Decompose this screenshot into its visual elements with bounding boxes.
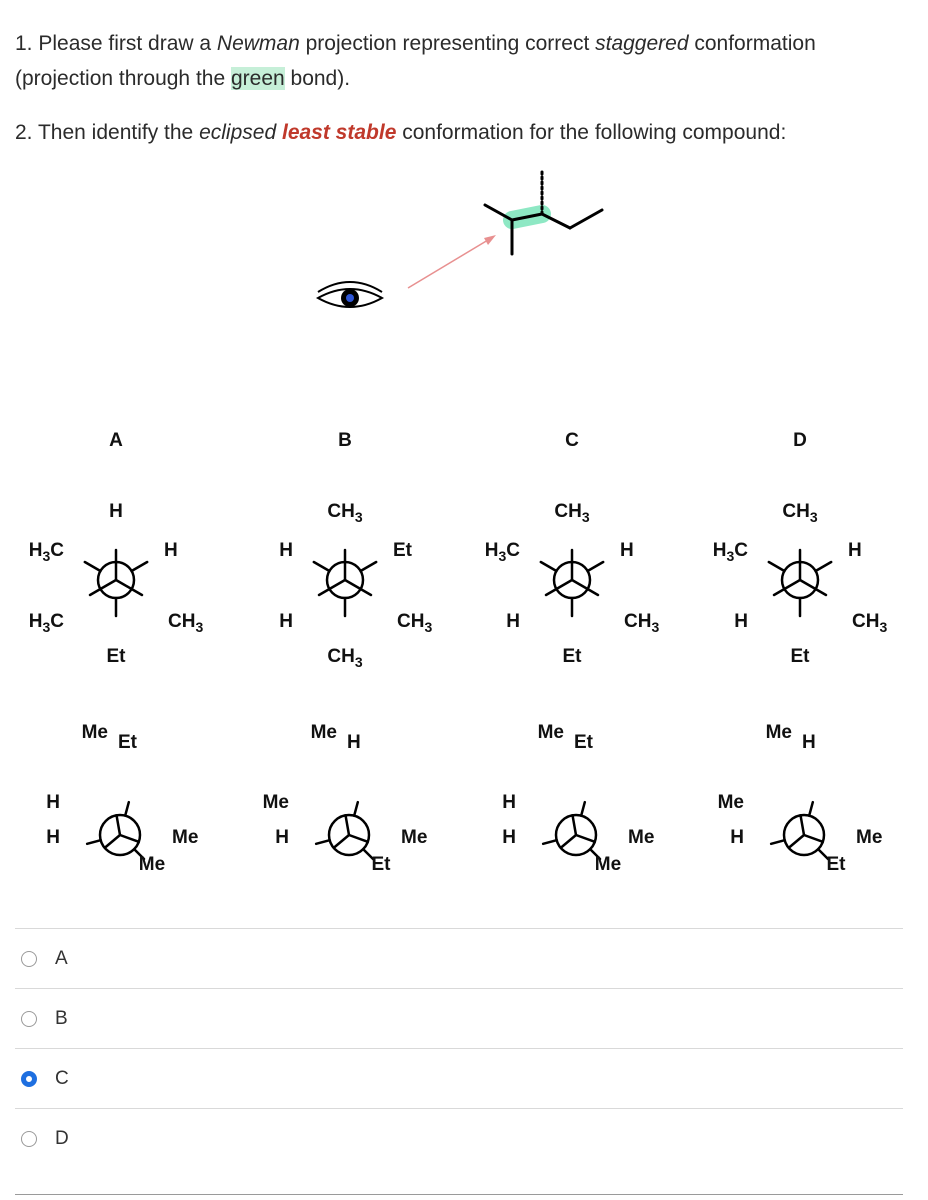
projection-arrow xyxy=(408,235,496,288)
substituent-top-left: Me xyxy=(765,722,792,743)
back-bond xyxy=(543,840,557,844)
back-bond xyxy=(541,562,557,571)
back-bond xyxy=(87,840,101,844)
option-letter-b: B xyxy=(338,430,352,451)
substituent-top-left: Me xyxy=(537,722,564,743)
question-text: (projection through the xyxy=(15,67,231,90)
option-A-group xyxy=(29,430,204,875)
front-bond xyxy=(774,589,784,595)
bond xyxy=(570,210,602,228)
substituent-bottom: $CH_3$ xyxy=(327,646,363,670)
answer-label: D xyxy=(55,1127,69,1149)
back-bond xyxy=(354,802,358,816)
substituent-left-upper: Me xyxy=(262,792,289,813)
back-bond xyxy=(314,562,330,571)
skeletal-structure xyxy=(485,170,602,254)
front-bond xyxy=(588,589,598,595)
front-bond xyxy=(361,589,371,595)
substituent-lower-right: $CH_3$ xyxy=(624,611,660,635)
substituent-upper-right: Et xyxy=(393,540,412,561)
substituent-right-lower: Me xyxy=(172,827,199,848)
back-bond xyxy=(816,562,832,571)
substituent-left-upper: Me xyxy=(717,792,744,813)
substituent-upper-left: $H_3C$ xyxy=(484,540,520,564)
question-text: projection representing correct xyxy=(299,32,596,55)
answer-option-a[interactable] xyxy=(15,928,903,988)
substituent-bottom: Et xyxy=(826,854,846,875)
substituent-upper-left: H xyxy=(279,540,293,561)
answer-label: A xyxy=(55,947,68,969)
front-bond xyxy=(90,589,100,595)
substituent-upper-right: H xyxy=(620,540,634,561)
back-bond xyxy=(771,840,785,844)
back-bond xyxy=(132,562,148,571)
back-bond xyxy=(769,562,785,571)
eye-icon xyxy=(318,282,382,307)
question-text: bond). xyxy=(284,67,351,90)
substituent-top-right: H xyxy=(802,732,816,753)
answer-choices xyxy=(15,928,903,1168)
radio-button[interactable] xyxy=(21,1011,37,1027)
back-bond xyxy=(809,802,813,816)
back-bond xyxy=(316,840,330,844)
question-text: conformation xyxy=(688,32,816,55)
substituent-top: $CH_3$ xyxy=(327,501,363,525)
substituent-lower-right: $CH_3$ xyxy=(397,611,433,635)
substituent-lower-left: H xyxy=(506,611,520,632)
answer-option-c[interactable] xyxy=(15,1048,903,1108)
option-letter-a: A xyxy=(109,430,123,451)
substituent-right-lower: Me xyxy=(628,827,655,848)
substituent-right-lower: Me xyxy=(401,827,428,848)
answer-option-b[interactable] xyxy=(15,988,903,1048)
substituent-lower-left: H xyxy=(279,611,293,632)
radio-button[interactable] xyxy=(21,1131,37,1147)
answer-label: B xyxy=(55,1007,68,1029)
substituent-top: $CH_3$ xyxy=(554,501,590,525)
answer-label: C xyxy=(55,1067,69,1089)
option-C-group xyxy=(485,430,660,875)
substituent-upper-right: H xyxy=(164,540,178,561)
radio-button-selected[interactable] xyxy=(21,1071,37,1087)
substituent-lower-right: $CH_3$ xyxy=(168,611,204,635)
substituent-bottom: Me xyxy=(594,854,622,875)
divider xyxy=(15,1194,903,1195)
substituent-bottom: Me xyxy=(138,854,166,875)
substituent-upper-left: $H_3C$ xyxy=(712,540,748,564)
substituent-right-lower: Me xyxy=(856,827,883,848)
back-bond xyxy=(125,802,129,816)
substituent-lower-right: $CH_3$ xyxy=(852,611,888,635)
substituent-lower-left: H xyxy=(734,611,748,632)
substituent-top-left: Me xyxy=(310,722,337,743)
option-letter-c: C xyxy=(565,430,579,451)
substituent-top-right: H xyxy=(347,732,361,753)
substituent-bottom: Et xyxy=(371,854,391,875)
question-text: 1. Please first draw a xyxy=(15,32,217,55)
compound-figure xyxy=(0,0,928,340)
substituent-top: H xyxy=(109,501,123,522)
substituent-left-upper: H xyxy=(46,792,60,813)
question-emphasis-least-stable: least stable xyxy=(281,121,397,144)
substituent-top-right: Et xyxy=(118,732,137,753)
question-highlight-green: green xyxy=(230,67,285,90)
question-emphasis-newman: Newman xyxy=(216,32,300,55)
substituent-bottom: Et xyxy=(106,646,126,667)
front-bond xyxy=(546,589,556,595)
option-B-group xyxy=(263,430,433,875)
substituent-left-lower: H xyxy=(46,827,60,848)
front-bond xyxy=(816,589,826,595)
substituent-left-lower: H xyxy=(730,827,744,848)
question-text: conformation for the following compound: xyxy=(396,121,787,144)
option-D-group xyxy=(713,430,888,875)
question-emphasis-eclipsed: eclipsed xyxy=(199,121,277,144)
question-text: 2. Then identify the xyxy=(15,121,200,144)
substituent-top-left: Me xyxy=(81,722,108,743)
substituent-upper-right: H xyxy=(848,540,862,561)
answer-option-d[interactable] xyxy=(15,1108,903,1168)
back-bond xyxy=(581,802,585,816)
front-bond xyxy=(132,589,142,595)
substituent-left-upper: H xyxy=(502,792,516,813)
back-bond xyxy=(588,562,604,571)
substituent-top-right: Et xyxy=(574,732,593,753)
substituent-upper-left: $H_3C$ xyxy=(28,540,64,564)
newman-options xyxy=(0,400,928,900)
back-bond xyxy=(85,562,101,571)
front-bond xyxy=(319,589,329,595)
radio-button[interactable] xyxy=(21,951,37,967)
question-emphasis-staggered: staggered xyxy=(595,32,689,55)
option-letter-d: D xyxy=(793,430,807,451)
substituent-left-lower: H xyxy=(275,827,289,848)
substituent-left-lower: H xyxy=(502,827,516,848)
substituent-top: $CH_3$ xyxy=(782,501,818,525)
substituent-bottom: Et xyxy=(790,646,810,667)
substituent-bottom: Et xyxy=(562,646,582,667)
substituent-lower-left: $H_3C$ xyxy=(28,611,64,635)
back-bond xyxy=(361,562,377,571)
